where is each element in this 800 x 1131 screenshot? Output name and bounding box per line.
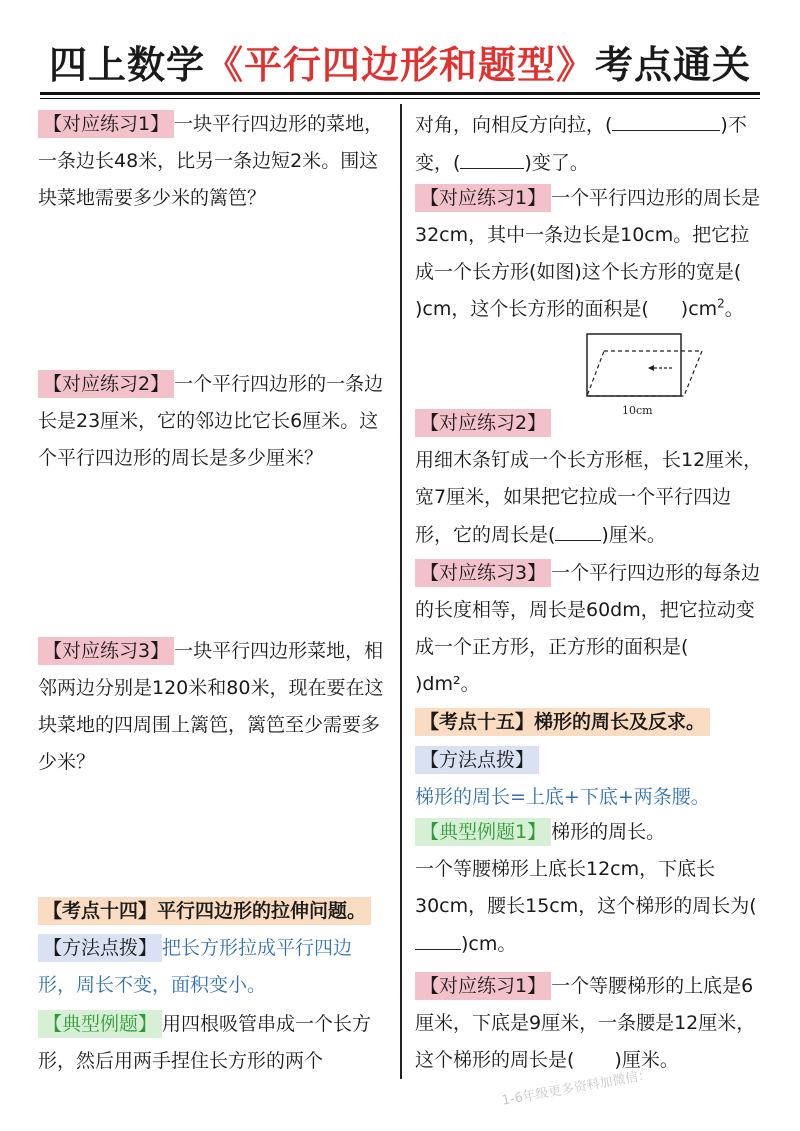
- method-tag: 【方法点拨】: [415, 746, 539, 774]
- right-example: 【典型例题1】 梯形的周长。 一个等腰梯形上底长12cm，下底长30cm，腰长15cm，这个梯形的周长为()cm。: [415, 814, 767, 963]
- exercise-tag: 【对应练习2】: [38, 370, 174, 398]
- key-point-15: [415, 704, 767, 741]
- answer-blank[interactable]: [460, 144, 524, 169]
- key-point-14: [38, 893, 386, 930]
- example-tag: 【典型例题1】: [415, 818, 551, 846]
- column-divider: [400, 104, 402, 1079]
- left-method-tip: 【方法点拨】 把长方形拉成平行四边形，周长不变，面积变小。: [38, 930, 386, 1004]
- key-point-tag: 【考点十五】梯形的周长及反求。: [415, 708, 710, 736]
- right-method-text: 梯形的周长=上底+下底+两条腰。: [415, 786, 710, 808]
- method-tag: 【方法点拨】: [38, 934, 162, 962]
- left-example: 【典型例题】 用四根吸管串成一个长方形，然后用两手捏住长方形的两个: [38, 1006, 386, 1080]
- right-exercise-4: 【对应练习1】 一个等腰梯形的上底是6厘米，下底是9厘米，一条腰是12厘米，这个梯形的周长是( )厘米。: [415, 968, 767, 1079]
- right-exercise-1: 【对应练习1】 一个平行四边形的周长是32cm，其中一条边长是10cm。把它拉成一个长方形(如图)这个长方形的宽是()cm，这个长方形的面积是( )$cm^2$。: [415, 180, 767, 328]
- right-continuation: 对角，向相反方向拉，( )不变，( )变了。: [415, 106, 767, 182]
- exercise-tag: 【对应练习3】: [415, 559, 551, 587]
- left-exercise-1: 【对应练习1】 一块平行四边形的菜地，一条边长48米，比另一条边短2米。围这块菜地需要多少米的篱笆？: [38, 106, 386, 217]
- exercise-tag: 【对应练习1】: [38, 110, 174, 138]
- exercise-tag: 【对应练习3】: [38, 637, 174, 665]
- right-method-tip: [415, 742, 767, 779]
- title-rule-thin: [40, 98, 760, 99]
- exercise-tag: 【对应练习1】: [415, 972, 551, 1000]
- example-tag: 【典型例题】: [38, 1010, 162, 1038]
- answer-blank[interactable]: [415, 925, 461, 950]
- right-exercise-3: 【对应练习3】 一个平行四边形的每条边的长度相等，周长是60dm，把它拉动变成一个正方形，正方形的面积是()dm²。: [415, 555, 767, 703]
- page-title: 四上数学《平行四边形和题型》考点通关: [48, 43, 752, 87]
- figure-label: 10cm: [622, 404, 653, 417]
- exercise-tag: 【对应练习2】: [415, 409, 551, 437]
- answer-blank[interactable]: [612, 106, 720, 131]
- left-exercise-3: 【对应练习3】 一块平行四边形菜地，相邻两边分别是120米和80米，现在要在这块菜地的四周围上篱笆，篱笆至少需要多少米？: [38, 633, 386, 781]
- key-point-tag: 【考点十四】平行四边形的拉伸问题。: [38, 897, 371, 925]
- title-rule-thick: [40, 92, 760, 95]
- watermark: 1-6年级更多资料加微信：: [500, 1067, 653, 1109]
- right-exercise-2: 【对应练习2】 用细木条钉成一个长方形框，长12厘米，宽7厘米，如果把它拉成一个平行四边形，它的周长是( )厘米。: [415, 405, 767, 554]
- exercise-tag: 【对应练习1】: [415, 184, 551, 212]
- left-exercise-2: 【对应练习2】 一个平行四边形的一条边长是23厘米，它的邻边比它长6厘米。这个平行四边形的周长是多少厘米？: [38, 366, 386, 477]
- answer-blank[interactable]: [555, 516, 601, 541]
